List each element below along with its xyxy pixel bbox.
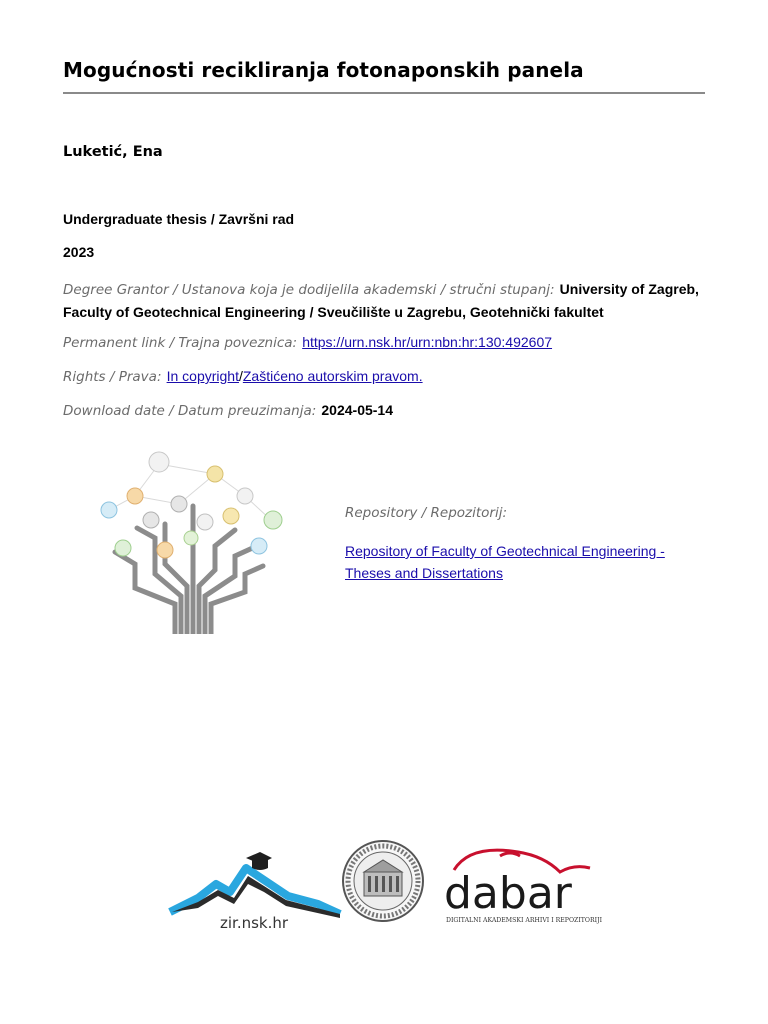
grantor-value: University of Zagreb, Faculty of Geotechnical Engineering / Sveučilište u Zagrebu, Geotehnički fakultet (63, 281, 699, 320)
grantor-row (63, 278, 713, 323)
lab-icon (127, 488, 143, 504)
repository-tree-logo (95, 446, 287, 634)
download-date: 2024-05-14 (321, 402, 394, 418)
leaf-icon (207, 466, 223, 482)
rights-copyright-hr-link[interactable]: Zaštićeno autorskim pravom. (242, 368, 423, 384)
book-icon (157, 542, 173, 558)
title-divider (63, 92, 705, 94)
download-row (63, 400, 393, 419)
repository-label: Repository / Repozitorij: (345, 505, 508, 521)
rights-row (63, 366, 423, 385)
grantor-label: Degree Grantor / Ustanova koja je dodijelila akademski / stručni stupanj: (63, 282, 555, 298)
dabar-logo-subtitle: DIGITALNI AKADEMSKI ARHIVI I REPOZITORIJI (446, 917, 602, 924)
globe-icon (264, 511, 282, 529)
author-name: Luketić, Ena (63, 144, 163, 160)
rights-label: Rights / Prava: (63, 369, 162, 385)
database-icon (171, 496, 187, 512)
thesis-year: 2023 (63, 244, 95, 260)
rights-separator: / (238, 368, 243, 384)
zir-logo-text: zir.nsk.hr (220, 914, 289, 932)
map-icon (101, 502, 117, 518)
download-label: Download date / Datum preuzimanja: (63, 403, 317, 419)
university-seal-logo (340, 838, 426, 924)
chart-icon (223, 508, 239, 524)
permalink-row (63, 332, 552, 351)
permalink-link[interactable]: https://urn.nsk.hr/urn:nbn:hr:130:492607 (302, 334, 553, 350)
clipboard-icon (115, 540, 131, 556)
document-title: Mogućnosti recikliranja fotonaponskih panela (63, 58, 584, 82)
permalink-label: Permanent link / Trajna poveznica: (63, 335, 298, 351)
dabar-logo-text: dabar (444, 868, 572, 919)
dabar-logo (440, 842, 602, 926)
thesis-type: Undergraduate thesis / Završni rad (63, 211, 295, 227)
repository-link[interactable]: Repository of Faculty of Geotechnical Engineering - Theses and Dissertations (345, 543, 665, 581)
repository-row (345, 540, 685, 584)
zir-logo (168, 840, 343, 932)
factory-icon (237, 488, 253, 504)
rights-copyright-link[interactable]: In copyright (166, 368, 239, 384)
scales-icon (197, 514, 213, 530)
tools-icon (143, 512, 159, 528)
recycle-icon (149, 452, 169, 472)
